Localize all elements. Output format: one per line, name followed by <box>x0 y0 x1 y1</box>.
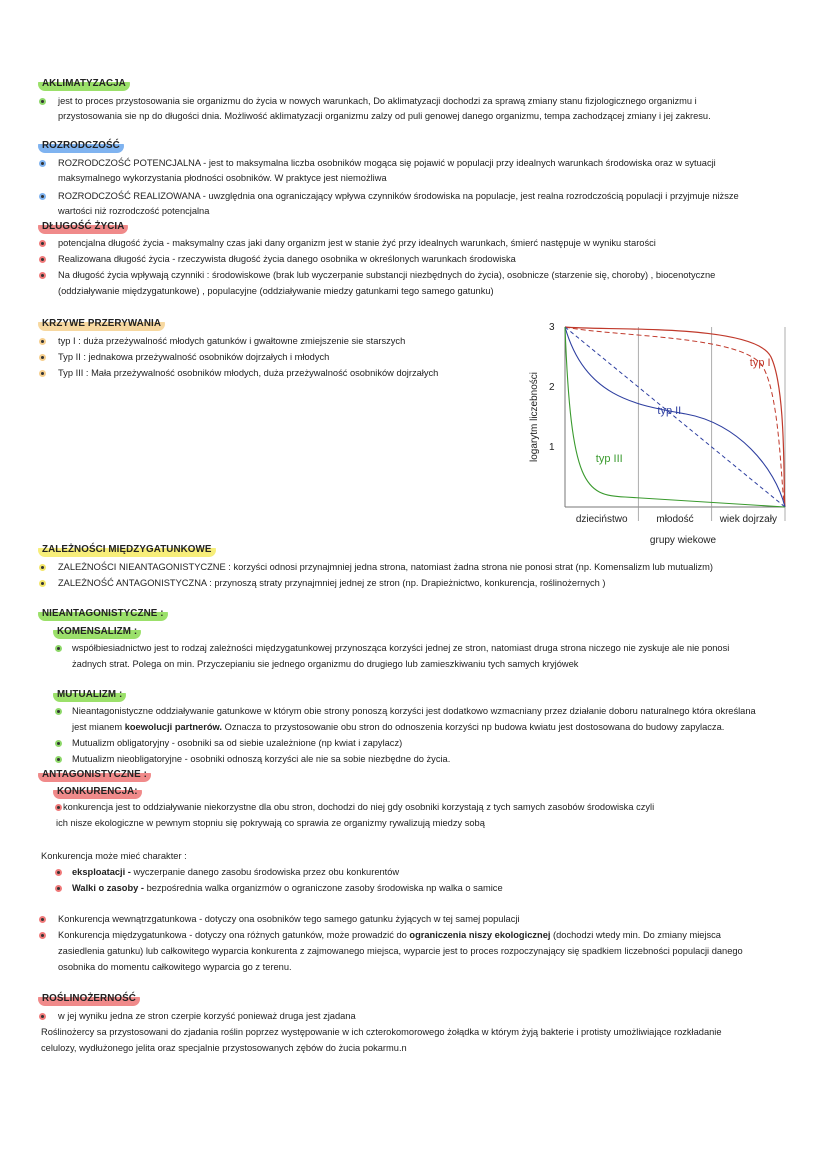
y-tick-label: 1 <box>549 442 555 453</box>
komensalizm-text-2: żadnych strat. Polega on min. Przyczepianiu sie jednego organizmu do drugiego lub zamieszkiwaniu tych samych kryjówek <box>72 659 579 669</box>
bullet-icon <box>39 916 46 923</box>
survivorship-chart <box>520 315 805 545</box>
konkurencja-miedzygatunkowa-3: osobnika do momentu całkowitego wyparcia go z terenu. <box>58 962 292 972</box>
mutualizm-nieobligatoryjny: Mutualizm nieobligatoryjne - osobniki odnoszą korzyści ale nie sa sobie niezbędne do życia. <box>72 754 451 764</box>
aklimatyzacja-text-1: jest to proces przystosowania sie organizmu do życia w nowych warunkach, Do aklimatyzacji dochodzi za sprawą zmiany stanu fizjologicznego organizmu i <box>58 96 697 106</box>
y-tick-label: 2 <box>549 382 555 393</box>
heading-nieantagonistyczne: NIEANTAGONISTYCZNE : <box>38 607 168 621</box>
dlugosc-realizowana: Realizowana długość życia - rzeczywista długość życia danego osobnika w określonych warunkach środowiska <box>58 254 516 264</box>
heading-zaleznosci: ZALEŻNOŚCI MIĘDZYGATUNKOWE <box>38 543 216 557</box>
series-line-typ2-dashed <box>565 327 785 507</box>
bullet-icon <box>39 193 46 200</box>
bullet-icon <box>39 1013 46 1020</box>
krzywe-typ3: Typ III : Mała przeżywalność osobników młodych, duża przeżywalność osobników dojrzałych <box>58 368 439 378</box>
komensalizm-text-1: współbiesiadnictwo jest to rodzaj zależności międzygatunkowej przynosząca korzyści jednej ze stron, natomiast druga strona niczego nie zyskuje ale nie ponosi <box>72 643 730 653</box>
konkurencja-text-2: ich nisze ekologiczne w pewnym stopniu się pokrywają co sprawia ze organizmy rywalizują miedzy sobą <box>56 818 485 828</box>
x-axis-label: grupy wiekowe <box>649 535 717 545</box>
heading-mutualizm: MUTUALIZM : <box>53 688 126 702</box>
bullet-icon <box>55 804 62 811</box>
bullet-icon <box>39 160 46 167</box>
konkurencja-wewnatrzgatunkowa: Konkurencja wewnątrzgatunkowa - dotyczy ona osobników tego samego gatunku żyjących w tej samej populacji <box>58 914 520 924</box>
x-tick-label: wiek dojrzały <box>719 514 777 525</box>
bullet-icon <box>55 756 62 763</box>
series-label-typ1: typ I <box>749 357 771 369</box>
mutualizm-text-2: jest mianem koewolucji partnerów. Oznacza to przystosowanie obu stron do odnoszenia korzyści np budowa kwiatu jest dostosowana do budowy zapylacza. <box>72 722 725 732</box>
roslinozernosc-text-1: w jej wyniku jedna ze stron czerpie korzyść ponieważ druga jest zjadana <box>58 1011 356 1021</box>
rozrodczosc-realizowana-1: ROZRODCZOŚĆ REALIZOWANA - uwzględnia ona ograniczający wpływa czynników środowiska na populacje, jest realna rozrodczością populacji i przyjmuje niższe <box>58 191 739 201</box>
roslinozernosc-text-2: Roślinożercy sa przystosowani do zjadania roślin poprzez występowanie w ich czterokomorowego żołądka w którym żyją bakterie i protisty umożliwiające rozkładanie <box>41 1027 722 1037</box>
krzywe-typ1: typ I : duża przeżywalność młodych gatunków i gwałtowne zmiejszenie sie starszych <box>58 336 406 346</box>
rozrodczosc-potencjalna-1: ROZRODCZOŚĆ POTENCJALNA - jest to maksymalna liczba osobników mogąca się pojawić w populacji przy idealnych warunkach środowiska oraz w sytuacji <box>58 158 716 168</box>
bullet-icon <box>55 869 62 876</box>
bullet-icon <box>39 98 46 105</box>
bullet-icon <box>39 354 46 361</box>
chart-curves <box>565 327 785 507</box>
rozrodczosc-potencjalna-2: maksymalnego wykorzystania płodności osobników. W praktyce jest niemożliwa <box>58 173 387 183</box>
bullet-icon <box>39 370 46 377</box>
rozrodczosc-realizowana-2: wartości niż rozrodczość potencjalna <box>58 206 210 216</box>
bullet-icon <box>39 256 46 263</box>
x-tick-label: młodość <box>656 514 694 525</box>
konkurencja-miedzygatunkowa-2: zasiedlenia gatunku) lub całkowitego wyparcia konkurenta z zajmowanego miejsca, wyparcie jest to proces rozpoczynający się spadkiem liczebności populacji danego <box>58 946 743 956</box>
bullet-icon <box>55 708 62 715</box>
heading-antagonistyczne: ANTAGONISTYCZNE : <box>38 768 151 782</box>
dlugosc-czynniki-1: Na długość życia wpływają czynniki : środowiskowe (brak lub wyczerpanie substancji niezbędnych do życia), osobnicze (starzenie się, choroby) , biocenotyczne <box>58 270 716 280</box>
mutualizm-obligatoryjny: Mutualizm obligatoryjny - osobniki sa od siebie uzależnione (np kwiat i zapylacz) <box>72 738 403 748</box>
konkurencja-eksploatacji: eksploatacji - wyczerpanie danego zasobu środowiska przez obu konkurentów <box>72 867 400 877</box>
konkurencja-text-1: konkurencja jest to oddziaływanie niekorzystne dla obu stron, dochodzi do niej gdy osobniki korzystają z tych samych zasobów środowiska czyli <box>63 802 655 812</box>
dlugosc-potencjalna: potencjalna długość życia - maksymalny czas jaki dany organizm jest w stanie żyć przy idealnych warunkach, śmierć następuje w wyniku starości <box>58 238 656 248</box>
bullet-icon <box>39 240 46 247</box>
dlugosc-czynniki-2: (oddziaływanie międzygatunkowe) , populacyjne (oddziaływanie miedzy gatunkami tego samego gatunku) <box>58 286 494 296</box>
bullet-icon <box>55 740 62 747</box>
heading-krzywe: KRZYWE PRZERYWANIA <box>38 317 165 331</box>
roslinozernosc-text-3: celulozy, wydłużonego jelita oraz specjalnie przystosowanych zębów do żucia pokarmu.n <box>41 1043 407 1053</box>
aklimatyzacja-text-2: przystosowania sie np do długości dnia. Możliwość aklimatyzacji organizmu zalzy od puli genowej danego organizmu, tempa zachodzącej zmiany i jej zakresu. <box>58 111 711 121</box>
konkurencja-walki: Walki o zasoby - bezpośrednia walka organizmów o ograniczone zasoby środowiska np walka o samice <box>72 883 503 893</box>
series-label-typ2: typ II <box>657 405 682 417</box>
heading-roslinozernosc: ROŚLINOŻERNOŚĆ <box>38 992 140 1006</box>
konkurencja-miedzygatunkowa-1: Konkurencja międzygatunkowa - dotyczy ona różnych gatunków, może prowadzić do ograniczenia niszy ekologicznej (dochodzi wtedy min. Do zmiany miejsca <box>58 930 721 940</box>
heading-aklimatyzacja: AKLIMATYZACJA <box>38 77 130 91</box>
mutualizm-text-1: Nieantagonistyczne oddziaływanie gatunkowe w którym obie strony ponoszą korzyści jest dodatkowo wzmacniany przez działanie doboru naturalnego która określana <box>72 706 756 716</box>
bullet-icon <box>39 932 46 939</box>
bullet-icon <box>55 885 62 892</box>
heading-dlugosc-zycia: DŁUGOŚĆ ŻYCIA <box>38 220 128 234</box>
bullet-icon <box>39 564 46 571</box>
bullet-icon <box>39 272 46 279</box>
heading-komensalizm: KOMENSALIZM : <box>53 625 141 639</box>
krzywe-typ2: Typ II : jednakowa przeżywalność osobników dojrzałych i młodych <box>58 352 330 362</box>
x-tick-label: dzieciństwo <box>575 514 628 525</box>
y-tick-label: 3 <box>549 322 555 333</box>
bullet-icon <box>55 645 62 652</box>
konkurencja-charakter: Konkurencja może mieć charakter : <box>41 851 187 861</box>
y-axis-label: logarytm liczebności <box>529 371 540 463</box>
heading-konkurencja: KONKURENCJA: <box>53 785 142 799</box>
series-label-typ3: typ III <box>595 453 623 465</box>
bullet-icon <box>39 338 46 345</box>
bullet-icon <box>39 580 46 587</box>
zaleznosci-antagonistyczna: ZALEŻNOŚĆ ANTAGONISTYCZNA : przynoszą straty przynajmniej jednej ze stron (np. Drapieżnictwo, konkurencja, roślinożernych ) <box>58 578 606 588</box>
heading-rozrodczosc: ROZRODCZOŚĆ <box>38 139 124 153</box>
zaleznosci-nieantagonistyczne: ZALEŻNOŚCI NIEANTAGONISTYCZNE : korzyści odnosi przynajmniej jedna strona, natomiast żadna strona nie ponosi strat (np. Komensalizm lub mutualizm) <box>58 562 713 572</box>
